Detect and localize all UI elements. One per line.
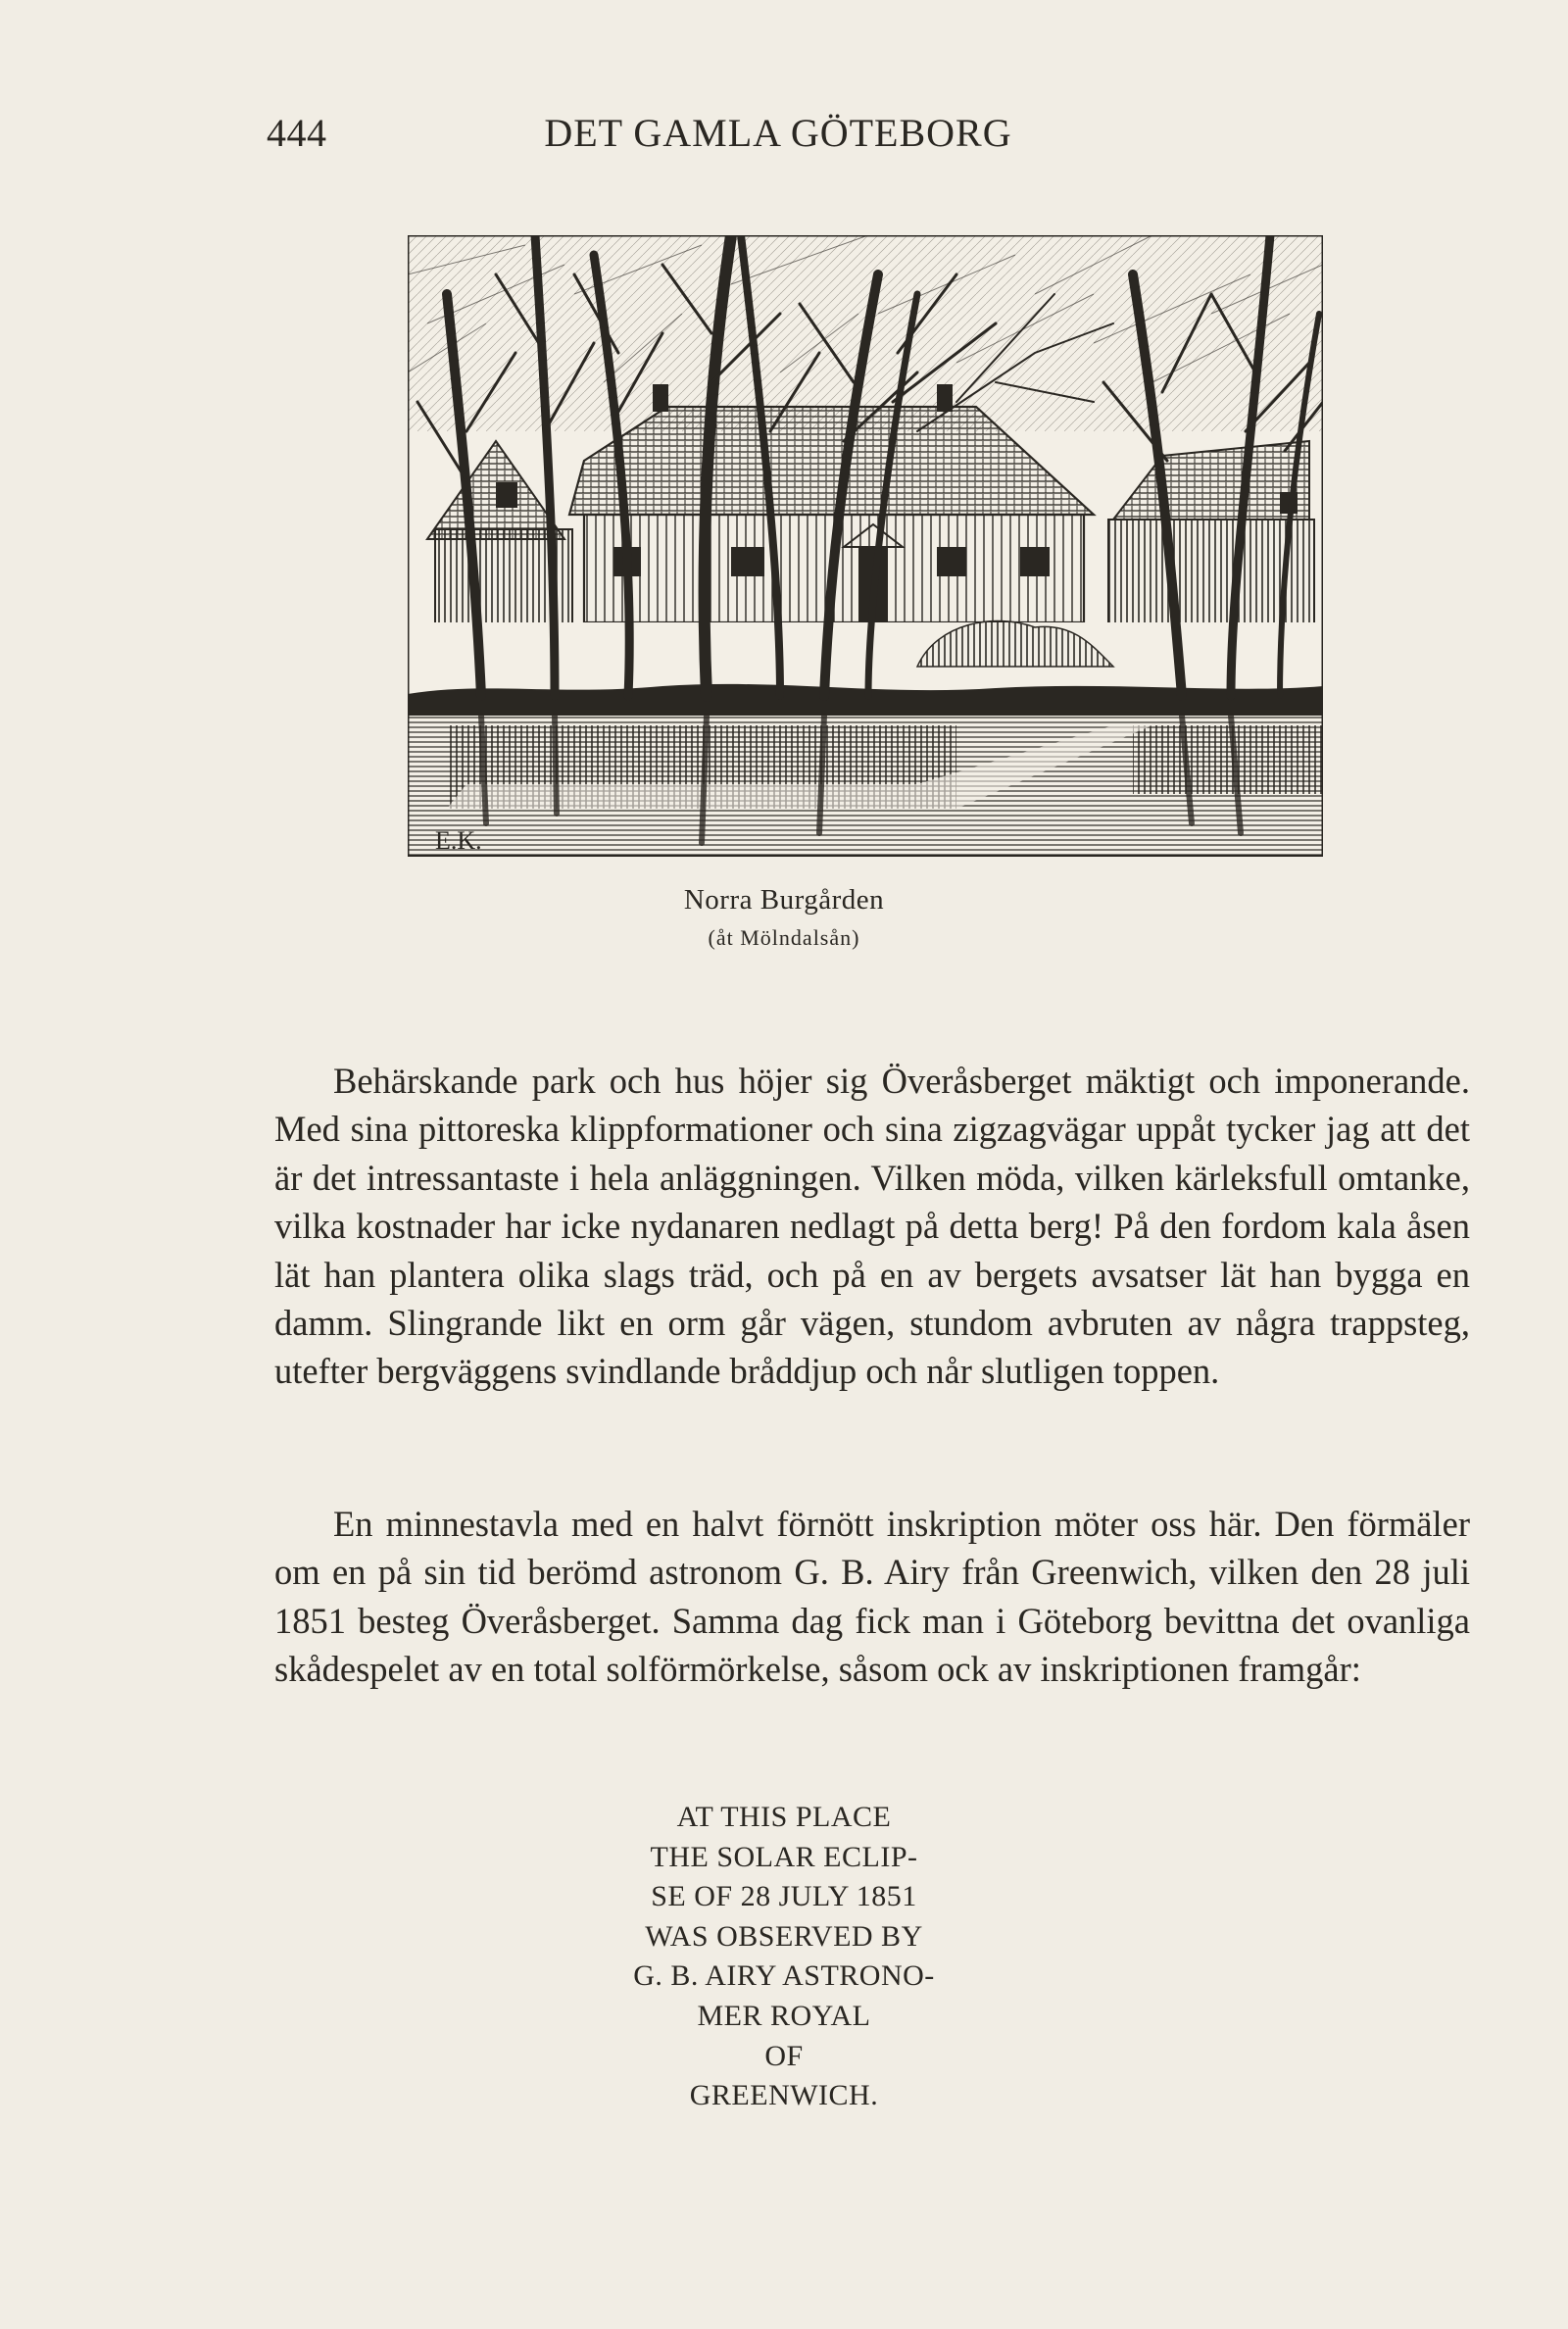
paragraph-2 [274, 1500, 1470, 1694]
chimney-right [937, 384, 953, 412]
page-header [267, 110, 1290, 169]
illustration-norra-burgarden [408, 235, 1323, 857]
inscription-line: G. B. AIRY ASTRONO- [633, 1959, 935, 1993]
inscription-line: GREENWICH. [689, 2079, 879, 2112]
inscription-line: OF [764, 2039, 804, 2072]
inscription-line: WAS OBSERVED BY [645, 1919, 923, 1953]
page-number: 444 [267, 111, 327, 155]
illustration-caption: Norra Burgården [683, 884, 885, 916]
paragraph-text: Behärskande park och hus höjer sig Överåsberget mäktigt och imponerande. Med sina pittoreska klippformationer och sina zigzagvägar uppåt tycker jag att det är det intressantaste i hela anläggningen. Vilken möda, vilken kärleksfull omtanke, vilka kostnader har icke nydanaren nedlagt på detta berg! På den fordom kala åsen lät han plantera olika slags träd, och på en av bergets avsatser lät han bygga en damm. Slingrande likt en orm går vägen, stundom avbruten av några trappsteg, utefter bergväggens svindlande bråddjup och når slutligen toppen. [274, 1061, 1470, 1392]
inscription-line: THE SOLAR ECLIP- [650, 1840, 918, 1873]
inscription-line: AT THIS PLACE [676, 1801, 892, 1833]
left-house-window [496, 482, 517, 508]
chimney-left [653, 384, 668, 412]
inscription-line: MER ROYAL [697, 1999, 871, 2032]
paragraph-1 [274, 1057, 1470, 1396]
inscription-line: SE OF 28 JULY 1851 [651, 1880, 917, 1913]
window [731, 547, 764, 576]
window [937, 547, 966, 576]
running-title: DET GAMLA GÖTEBORG [544, 111, 1012, 155]
window [1020, 547, 1050, 576]
paragraph-text: En minnestavla med en halvt förnött inskription möter oss här. Den förmäler om en på sin tid berömd astronom G. B. Airy från Greenwich, vilken den 28 juli 1851 besteg Överåsberget. Samma dag fick man i Göteborg bevittna det ovanliga skådespelet av en total solförmörkelse, såsom ock av inskriptionen framgår: [274, 1504, 1470, 1690]
artist-signature: E.K. [435, 826, 482, 855]
inscription-block [0, 1798, 1568, 2116]
reflection-fence-right [1133, 725, 1323, 794]
ink-drawing [408, 235, 1323, 857]
illustration-subcaption: (åt Mölndalsån) [708, 925, 860, 950]
